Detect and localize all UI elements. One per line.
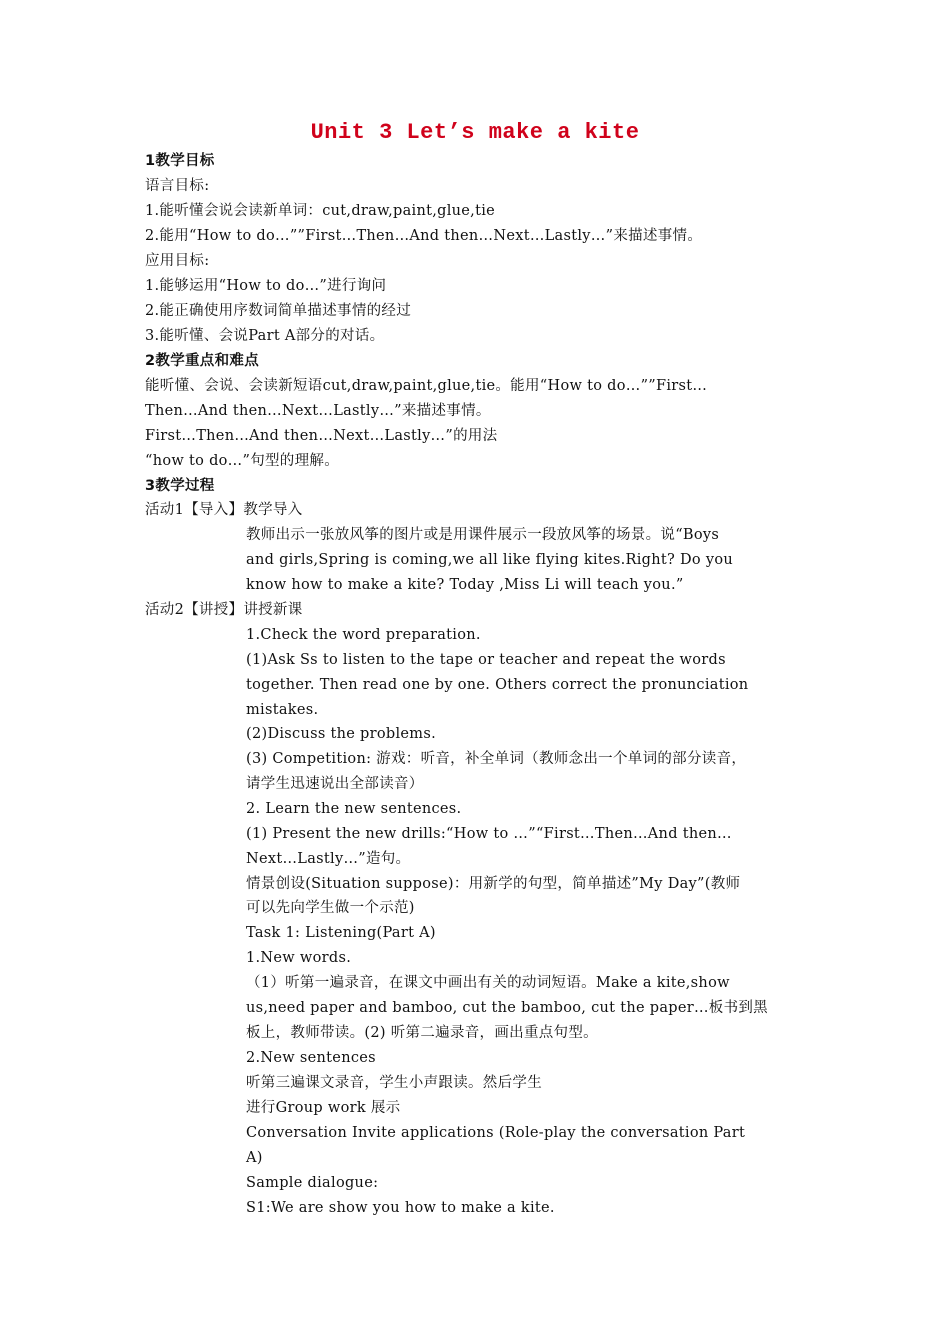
- text-line: Conversation Invite applications (Role-play the conversation Part: [246, 1125, 746, 1141]
- activity-heading: 活动2【讲授】讲授新课: [145, 602, 303, 618]
- text-line: Task 1: Listening(Part A): [246, 925, 436, 941]
- text-line: （1）听第一遍录音，在课文中画出有关的动词短语。Make a kite,show: [246, 975, 730, 991]
- text-line: 请学生迅速说出全部读音）: [246, 776, 424, 792]
- text-line: (1)Ask Ss to listen to the tape or teacher and repeat the words: [246, 652, 726, 668]
- text-line: 听第三遍课文录音，学生小声跟读。然后学生: [246, 1075, 542, 1091]
- text-line: 板上，教师带读。(2) 听第二遍录音，画出重点句型。: [246, 1025, 598, 1041]
- activity-heading: 活动1【导入】教学导入: [145, 502, 303, 518]
- section-heading: 1教学目标: [145, 153, 215, 169]
- section-heading: 2教学重点和难点: [145, 353, 259, 369]
- text-line: 2.能正确使用序数词简单描述事情的经过: [145, 303, 412, 319]
- text-line: mistakes.: [246, 702, 319, 718]
- text-line: S1:We are show you how to make a kite.: [246, 1200, 555, 1216]
- text-line: us,need paper and bamboo, cut the bamboo, cut the paper…板书到黑: [246, 1000, 768, 1016]
- text-line: “how to do…”句型的理解。: [145, 453, 339, 469]
- text-line: 3.能听懂、会说Part A部分的对话。: [145, 328, 385, 344]
- document-title: Unit 3 Let’s make a kite: [310, 120, 640, 145]
- text-line: A): [246, 1150, 263, 1166]
- text-line: 1.Check the word preparation.: [246, 627, 481, 643]
- text-line: and girls,Spring is coming,we all like flying kites.Right? Do you: [246, 552, 734, 568]
- text-line: 1.能听懂会说会读新单词：cut,draw,paint,glue,tie: [145, 203, 496, 219]
- text-line: together. Then read one by one. Others correct the pronunciation: [246, 677, 749, 693]
- text-line: know how to make a kite? Today ,Miss Li will teach you.”: [246, 577, 684, 593]
- text-line: Next…Lastly…”造句。: [246, 851, 411, 867]
- text-line: (3) Competition: 游戏：听音，补全单词（教师念出一个单词的部分读音，: [246, 751, 747, 767]
- text-line: 1.New words.: [246, 950, 352, 966]
- text-line: 能听懂、会说、会读新短语cut,draw,paint,glue,tie。能用“How to do…””First…: [145, 378, 708, 394]
- text-line: First…Then…And then…Next…Lastly…”的用法: [145, 428, 498, 444]
- text-line: 2.能用“How to do…””First…Then…And then…Next…Lastly…”来描述事情。: [145, 228, 703, 244]
- text-line: 2. Learn the new sentences.: [246, 801, 462, 817]
- text-line: 进行Group work 展示: [246, 1100, 401, 1116]
- text-line: 教师出示一张放风筝的图片或是用课件展示一段放风筝的场景。说“Boys: [246, 527, 720, 543]
- text-line: Sample dialogue:: [246, 1175, 379, 1191]
- text-line: 语言目标:: [145, 178, 210, 194]
- text-line: 应用目标:: [145, 253, 210, 269]
- text-line: 可以先向学生做一个示范): [246, 900, 415, 916]
- text-line: 情景创设(Situation suppose)：用新学的句型，简单描述”My Day”(教师: [246, 876, 741, 892]
- section-heading: 3教学过程: [145, 478, 215, 494]
- text-line: 2.New sentences: [246, 1050, 376, 1066]
- text-line: (1) Present the new drills:“How to …”“First…Then…And then…: [246, 826, 732, 842]
- text-line: 1.能够运用“How to do…”进行询问: [145, 278, 387, 294]
- text-line: Then…And then…Next…Lastly…”来描述事情。: [145, 403, 491, 419]
- text-line: (2)Discuss the problems.: [246, 726, 436, 742]
